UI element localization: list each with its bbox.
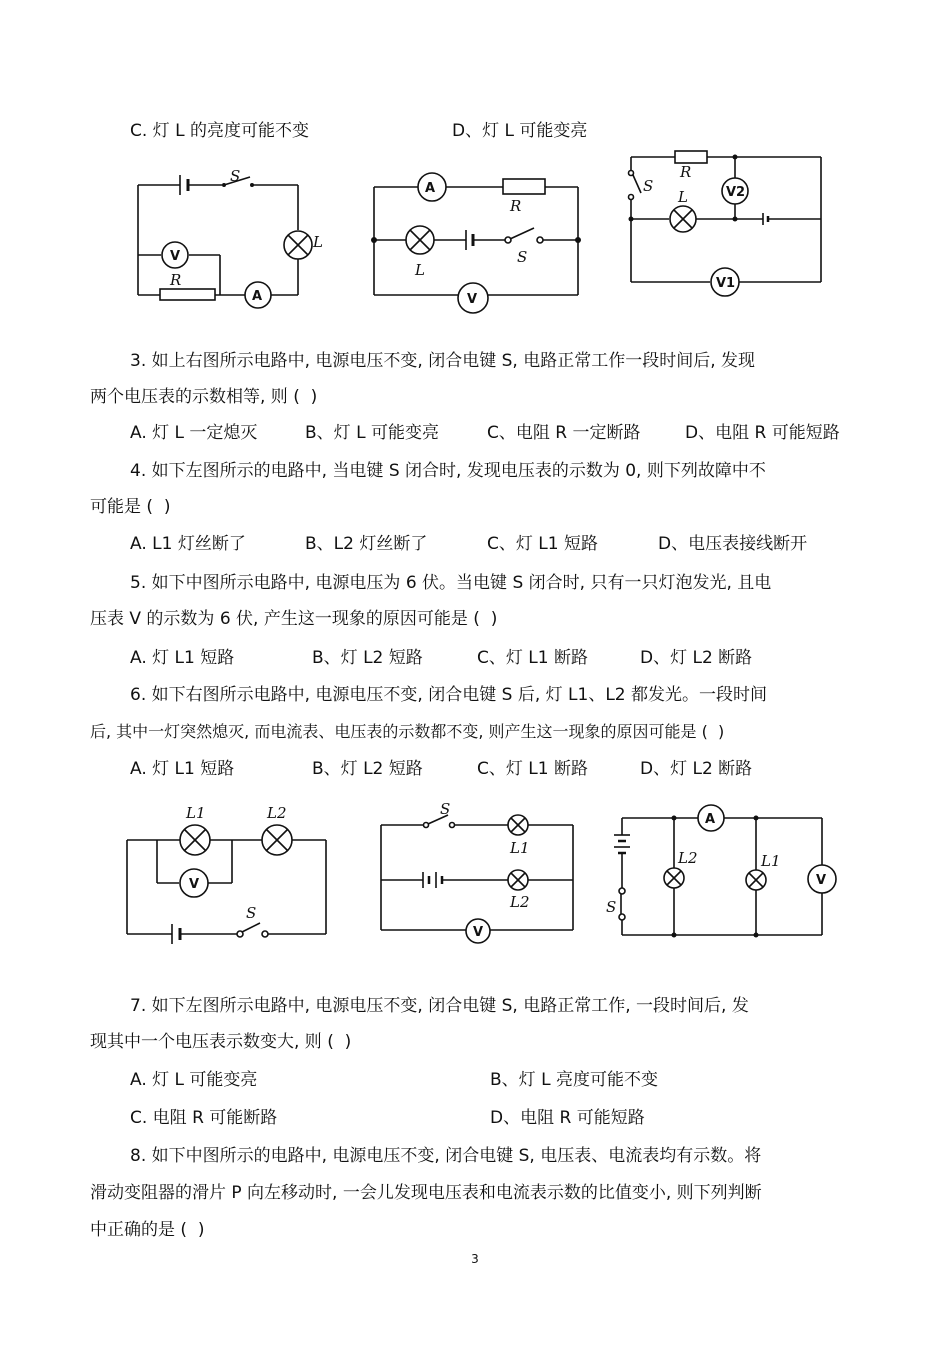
label-l2: L2: [678, 849, 698, 867]
label-l2: L2: [510, 893, 530, 911]
label-s: S: [606, 898, 617, 916]
circuit-diagram-3: [625, 145, 830, 295]
q7-option-a: A. 灯 L 可能变亮: [130, 1070, 258, 1090]
circuit-diagram-6: [606, 800, 841, 945]
page-number: 3: [471, 1252, 479, 1266]
q7-line1: 7. 如下左图所示电路中, 电源电压不变, 闭合电键 S, 电路正常工作, 一段时间后, 发: [130, 996, 749, 1016]
label-voltmeter: V: [170, 249, 181, 264]
q3-option-b: B、灯 L 可能变亮: [305, 423, 439, 443]
q5-option-b: B、灯 L2 短路: [312, 648, 423, 668]
label-voltmeter: V: [473, 925, 484, 940]
q6-option-b: B、灯 L2 短路: [312, 759, 423, 779]
label-s: S: [643, 177, 654, 195]
label-voltmeter: V: [816, 873, 827, 888]
q5-line2: 压表 V 的示数为 6 伏, 产生这一现象的原因可能是 ( ): [90, 609, 498, 629]
label-ammeter: A: [425, 181, 436, 196]
q7-option-d: D、电阻 R 可能短路: [490, 1108, 645, 1128]
circuit-diagram-4: [122, 800, 332, 945]
label-r: R: [510, 197, 522, 215]
circuit-diagram-2: [370, 165, 585, 320]
q3-option-c: C、电阻 R 一定断路: [487, 423, 641, 443]
q4-option-d: D、电压表接线断开: [658, 534, 808, 554]
q6-option-c: C、灯 L1 断路: [477, 759, 588, 779]
label-v2: V2: [726, 185, 746, 200]
q7-option-c: C. 电阻 R 可能断路: [130, 1108, 278, 1128]
q8-line1: 8. 如下中图所示的电路中, 电源电压不变, 闭合电键 S, 电压表、电流表均有示数。将: [130, 1146, 762, 1166]
q8-line3: 中正确的是 ( ): [90, 1220, 205, 1240]
circuit-diagram-1: [130, 165, 330, 310]
label-l2: L2: [267, 804, 287, 822]
q8-line2: 滑动变阻器的滑片 P 向左移动时, 一会儿发现电压表和电流表示数的比值变小, 则下列判断: [90, 1183, 762, 1203]
q6-option-d: D、灯 L2 断路: [640, 759, 753, 779]
label-s: S: [440, 800, 451, 818]
circuit-diagram-5: [378, 800, 583, 950]
q4-option-c: C、灯 L1 短路: [487, 534, 598, 554]
q5-option-a: A. 灯 L1 短路: [130, 648, 235, 668]
label-voltmeter: V: [189, 877, 200, 892]
label-ammeter: A: [705, 812, 716, 827]
q3-line2: 两个电压表的示数相等, 则 ( ): [90, 387, 318, 407]
label-s: S: [230, 167, 241, 185]
q7-option-b: B、灯 L 亮度可能不变: [490, 1070, 658, 1090]
q6-line1: 6. 如下右图所示电路中, 电源电压不变, 闭合电键 S 后, 灯 L1、L2 都发光。一段时间: [130, 685, 768, 705]
label-l1: L1: [186, 804, 206, 822]
label-l: L: [678, 188, 688, 206]
q7-line2: 现其中一个电压表示数变大, 则 ( ): [90, 1032, 352, 1052]
option-c: C. 灯 L 的亮度可能不变: [130, 121, 309, 141]
q4-line1: 4. 如下左图所示的电路中, 当电键 S 闭合时, 发现电压表的示数为 0, 则下列故障中不: [130, 461, 766, 481]
q3-line1: 3. 如上右图所示电路中, 电源电压不变, 闭合电键 S, 电路正常工作一段时间后, 发现: [130, 351, 756, 371]
q5-option-d: D、灯 L2 断路: [640, 648, 753, 668]
q3-option-d: D、电阻 R 可能短路: [685, 423, 840, 443]
label-v1: V1: [716, 276, 736, 291]
q5-option-c: C、灯 L1 断路: [477, 648, 588, 668]
label-s: S: [517, 248, 528, 266]
label-l: L: [415, 261, 425, 279]
option-d: D、灯 L 可能变亮: [452, 121, 588, 141]
q4-line2: 可能是 ( ): [90, 497, 171, 517]
q3-option-a: A. 灯 L 一定熄灭: [130, 423, 258, 443]
q4-option-a: A. L1 灯丝断了: [130, 534, 246, 554]
label-l1: L1: [761, 852, 781, 870]
label-r: R: [680, 163, 692, 181]
label-voltmeter: V: [467, 292, 478, 307]
q6-option-a: A. 灯 L1 短路: [130, 759, 235, 779]
label-r: R: [170, 271, 182, 289]
label-l: L: [313, 233, 323, 251]
q5-line1: 5. 如下中图所示电路中, 电源电压为 6 伏。当电键 S 闭合时, 只有一只灯泡发光, 且电: [130, 573, 772, 593]
label-l1: L1: [510, 839, 530, 857]
q4-option-b: B、L2 灯丝断了: [305, 534, 428, 554]
q6-line2: 后, 其中一灯突然熄灭, 而电流表、电压表的示数都不变, 则产生这一现象的原因可能是 ( ): [90, 722, 725, 741]
label-ammeter: A: [252, 289, 263, 304]
label-s: S: [246, 904, 257, 922]
